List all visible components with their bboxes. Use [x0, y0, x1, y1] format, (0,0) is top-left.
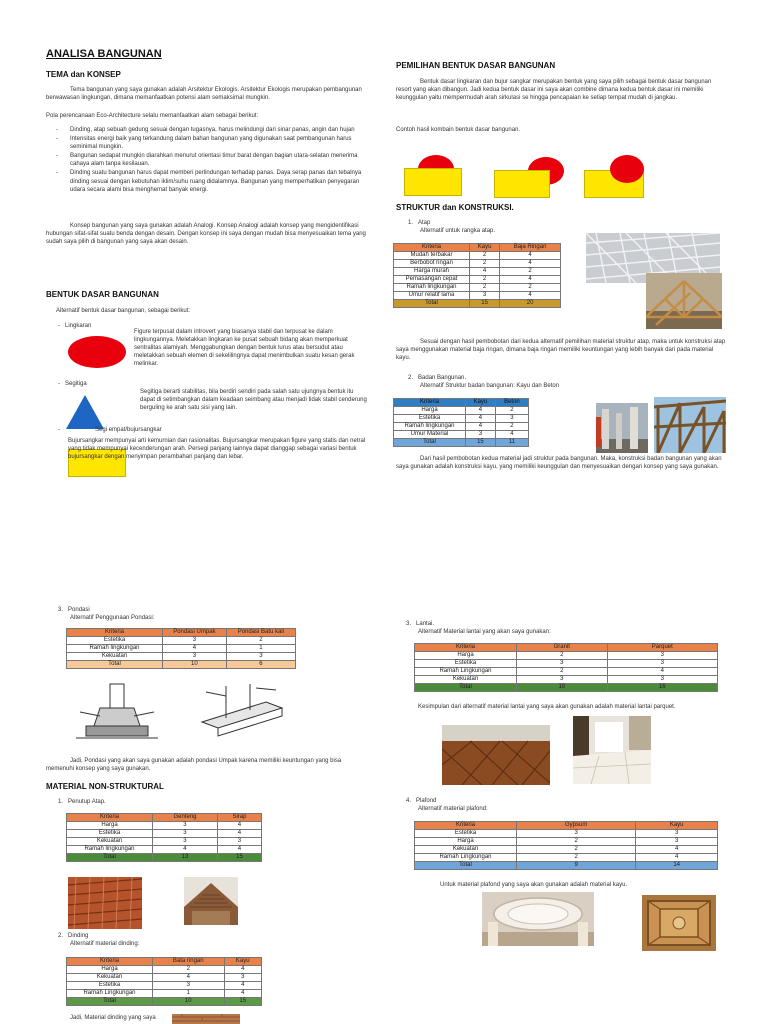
table-row	[67, 966, 262, 974]
page-title: ANALISA BANGUNAN	[46, 48, 162, 60]
segiempat-label: - Segi empat/bujursangkar	[58, 427, 162, 433]
table-cell: Harga	[67, 966, 153, 974]
table-cell: 15	[224, 998, 261, 1006]
granite-floor-photo	[573, 716, 651, 784]
table-cell: Berbobot ringan	[394, 260, 470, 268]
table-cell: 1	[153, 990, 225, 998]
wall-texture-photo	[172, 1014, 240, 1024]
table-cell: 9	[517, 862, 636, 870]
non-struktural-heading: MATERIAL NON-STRUKTURAL	[46, 782, 164, 791]
table-cell: Ramah lingkungan	[67, 846, 153, 854]
segitiga-desc: Segitiga berarti stabilitas, bila berdiri sendiri pada salah satu ujungnya bentuk itu dapat di setimbangkan dalam keadaan seimbang atau menjadi tidak stabil cenderung berguling ke arah satu sisi yang lain.	[140, 389, 367, 412]
lantai-sub: Alternatif Material lantai yang akan saya gunakan:	[418, 629, 551, 635]
table-cell: Estetika	[394, 415, 466, 423]
table-cell: 10	[163, 661, 227, 669]
table-cell: Ramah lingkungan	[67, 645, 163, 653]
table-cell: 4	[500, 260, 561, 268]
table-row	[67, 974, 262, 982]
list-item: - Dinding suatu bangunan harus dapat memberi perlindungan terhadap panas. Daya serap panas dan tebalnya dinding sesuai dengan kebutuhan iklim/suhu ruang didalamnya. Bangunan yang memperhatikan penyegaran udara secara alami bisa menghemat banyak energi.	[56, 169, 368, 193]
lingkaran-desc: Figure terpusat dalam introvert yang biasanya stabil dan terpusat ke dalam lingkungannya. Meletakkan lingkaran ke pusat sebuah bidang akan memperkuat sentralitas alamiyah. Menggabungkan dengan bentuk lurus atau bersudut atau meletakkan sebuah elemen di sekelilingnya dapat menimbulkan suatu kesan gerak melinkar.	[134, 329, 355, 368]
circle-shape	[68, 336, 126, 368]
table-row	[394, 415, 529, 423]
table-cell: 4	[217, 822, 261, 830]
umpak-foundation-drawing	[76, 682, 158, 744]
table-row	[415, 846, 718, 854]
table-cell: 4	[217, 830, 261, 838]
table-cell: 3	[163, 653, 227, 661]
table-cell: 3	[224, 974, 261, 982]
table-cell: 3	[517, 676, 608, 684]
table-header: Kriteria	[67, 958, 153, 966]
table-cell: 3	[153, 830, 218, 838]
table-cell: 4	[224, 990, 261, 998]
list-item: - Intensitas energi baik yang terkandung dalam bahan bangunan yang digunakan saat pembangunan harus seminimal mungkin.	[56, 135, 368, 151]
tema-list	[56, 126, 368, 195]
table-cell: Ramah lingkungan	[394, 423, 466, 431]
pondasi-conclusion: Jadi, Pondasi yang akan saya gunakan adalah pondasi Umpak karena memiliki keuntungan yang bisa memenuhi konsep yang saya gunakan.	[46, 758, 342, 773]
wood-frame-photo	[654, 397, 726, 453]
table-total-row	[415, 862, 718, 870]
plafond-conclusion: Untuk material plafond yang saya akan gunakan adalah material kayu.	[440, 882, 628, 888]
table-row	[67, 838, 262, 846]
table-header: Kayu	[224, 958, 261, 966]
combo-square-2	[494, 170, 550, 198]
bentuk-intro: Alternatif bentuk dasar bangunan, sebagai berikut:	[56, 308, 191, 314]
table-cell: 4	[466, 415, 496, 423]
tema-paragraph-3: Konsep bangunan yang saya gunakan adalah Analogi. Konsep Analogi adalah konsep yang mengidentifikasi hubungan sifat-sifat suatu benda dengan desain. Dengan konsep ini saya dengan mudah bisa menyesuaikan tema yang sudah saya pilih di bangunan yang saya akan desain.	[46, 223, 366, 246]
combo-circle-3	[610, 155, 644, 183]
pondasi-table	[66, 628, 296, 669]
table-row	[415, 838, 718, 846]
wood-truss-photo	[646, 273, 722, 329]
table-cell: 3	[636, 830, 718, 838]
table-cell: 13	[153, 854, 218, 862]
table-cell: 4	[153, 846, 218, 854]
table-cell: Estetika	[415, 660, 517, 668]
table-cell: 1	[226, 645, 295, 653]
table-cell: 3	[517, 660, 608, 668]
atap-sub: Alternatif untuk rangka atap.	[420, 228, 496, 234]
dinding-table	[66, 957, 262, 1006]
table-row	[67, 830, 262, 838]
table-cell: Harga	[394, 407, 466, 415]
plafond-label: 4. Plafond	[406, 798, 437, 804]
table-cell: Kekuatan	[67, 974, 153, 982]
concrete-column-photo	[596, 403, 648, 453]
table-cell: 2	[470, 276, 500, 284]
table-cell: 3	[607, 660, 717, 668]
table-header: Kayu	[636, 822, 718, 830]
table-cell: Kekuatan	[67, 838, 153, 846]
table-row	[67, 645, 296, 653]
combo-square-1	[404, 168, 462, 196]
table-row	[394, 407, 529, 415]
table-cell: 3	[517, 830, 636, 838]
table-cell: Estetika	[67, 982, 153, 990]
table-cell: Ramah Lingkungan	[415, 668, 517, 676]
table-cell: 4	[217, 846, 261, 854]
table-header: Kriteria	[67, 814, 153, 822]
table-cell: 3	[607, 652, 717, 660]
table-cell: 2	[517, 838, 636, 846]
table-cell: 10	[153, 998, 225, 1006]
pemilihan-heading: PEMILIHAN BENTUK DASAR BANGUNAN	[396, 61, 556, 70]
table-header: Kriteria	[415, 644, 517, 652]
table-total-row	[67, 661, 296, 669]
wood-ceiling-photo	[642, 895, 716, 951]
table-cell: 11	[495, 439, 528, 447]
table-cell: Estetika	[415, 830, 517, 838]
table-cell: Total	[415, 684, 517, 692]
table-cell: 4	[607, 668, 717, 676]
table-cell: 14	[636, 862, 718, 870]
table-cell: Total	[394, 300, 470, 308]
table-row	[415, 652, 718, 660]
table-cell: 3	[153, 982, 225, 990]
table-cell: Umur Material	[394, 431, 466, 439]
parquet-floor-photo	[442, 725, 550, 785]
table-row	[67, 990, 262, 998]
table-total-row	[67, 854, 262, 862]
table-header: Kayu	[470, 244, 500, 252]
table-header: Kriteria	[394, 399, 466, 407]
atap-conclusion: Sesuai dengan hasil pembobotan dari kedua alternatif pemilihan material struktur atap, maka untuk konstruksi atap saya menggunakan material baja ringan, dimana baja ringan memiliki keuntungan yang lebih banyak dari pada material kayu.	[396, 339, 726, 362]
pemilihan-example-caption: Contoh hasil kombain bentuk dasar bangunan.	[396, 127, 521, 133]
segitiga-label: - Segitiga	[58, 381, 87, 387]
badan-sub: Alternatif Struktur badan bangunan: Kayu dan Beton	[420, 383, 560, 389]
table-cell: 2	[470, 260, 500, 268]
clay-tile-roof-photo	[68, 877, 142, 929]
table-cell: 16	[607, 684, 717, 692]
atap-table	[393, 243, 561, 308]
table-cell: Total	[415, 862, 517, 870]
atap-label: 1. Atap	[408, 220, 431, 226]
table-cell: 2	[495, 423, 528, 431]
penutup-label: 1. Penutup Atap.	[58, 799, 106, 805]
table-cell: Kekuatan	[415, 676, 517, 684]
table-row	[394, 292, 561, 300]
table-cell: 4	[470, 268, 500, 276]
table-total-row	[415, 684, 718, 692]
table-cell: 2	[470, 284, 500, 292]
bentuk-heading: BENTUK DASAR BANGUNAN	[46, 290, 159, 299]
table-cell: Harga	[67, 822, 153, 830]
list-item: - Dinding, atap sebuah gedung sesuai dengan tugasnya, harus melindungi dari sinar panas, angin dan hujan	[56, 126, 368, 134]
table-cell: Estetika	[67, 830, 153, 838]
table-header: Granit	[517, 644, 608, 652]
table-cell: 2	[517, 846, 636, 854]
table-cell: 3	[217, 838, 261, 846]
table-cell: Kekuatan	[415, 846, 517, 854]
table-cell: 2	[495, 407, 528, 415]
table-cell: Ramah lingkungan	[394, 284, 470, 292]
table-cell: 2	[500, 268, 561, 276]
table-cell: 3	[470, 292, 500, 300]
table-row	[415, 830, 718, 838]
table-cell: 4	[466, 407, 496, 415]
table-row	[394, 423, 529, 431]
table-cell: Pemasangan cepat	[394, 276, 470, 284]
table-cell: 4	[495, 431, 528, 439]
table-row	[415, 676, 718, 684]
table-cell: 4	[500, 252, 561, 260]
table-cell: 4	[224, 982, 261, 990]
table-cell: 15	[217, 854, 261, 862]
dinding-label: 2. Dinding	[58, 933, 89, 939]
table-cell: 15	[466, 439, 496, 447]
table-cell: 2	[153, 966, 225, 974]
table-row	[394, 276, 561, 284]
table-cell: Total	[67, 854, 153, 862]
table-cell: 3	[607, 676, 717, 684]
table-cell: 3	[153, 822, 218, 830]
table-cell: 4	[636, 846, 718, 854]
table-cell: Total	[67, 661, 163, 669]
triangle-shape	[66, 395, 104, 429]
table-header: Pondasi Batu kali	[226, 629, 295, 637]
table-cell: 3	[226, 653, 295, 661]
table-cell: 4	[153, 974, 225, 982]
list-item: - Bangunan sedapat mungkin diarahkan menurut orientasi timur barat dengan bagian utara-selatan menerima cahaya alam tanpa kesilauan.	[56, 152, 368, 168]
table-row	[67, 653, 296, 661]
table-row	[394, 284, 561, 292]
table-cell: 4	[163, 645, 227, 653]
tema-heading: TEMA dan KONSEP	[46, 70, 121, 79]
dinding-sub: Alternatif material dinding:	[70, 941, 140, 947]
struktur-heading: STRUKTUR dan KONSTRUKSI.	[396, 203, 514, 212]
table-cell: Ramah Lingkungan	[67, 990, 153, 998]
shingle-roof-photo	[184, 877, 238, 925]
table-header: Genteng	[153, 814, 218, 822]
lingkaran-label: - Lingkaran	[58, 323, 92, 329]
table-row	[394, 260, 561, 268]
table-cell: Umur relatif lama	[394, 292, 470, 300]
table-row	[67, 637, 296, 645]
penutup-table	[66, 813, 262, 862]
table-cell: 4	[500, 276, 561, 284]
table-cell: 2	[517, 652, 608, 660]
table-header: Kriteria	[394, 244, 470, 252]
tema-paragraph-1: Tema bangunan yang saya gunakan adalah Arsitektur Ekologis. Arsitektur Ekologis merupakan pembangunan berwawasan lingkungan, dimana memanfaatkan potensi alam semaksimal mungkin.	[46, 87, 362, 102]
table-header: Baja Ringan	[500, 244, 561, 252]
table-row	[415, 854, 718, 862]
table-total-row	[394, 439, 529, 447]
table-cell: 4	[466, 423, 496, 431]
table-header: Parquet	[607, 644, 717, 652]
badan-label: 2. Badan Bangunan.	[408, 375, 467, 381]
badan-conclusion: Dari hasil pembobotan kedua material jadi struktur pada bangunan. Maka, konstruksi badan bangunan yang akan saya gunakan adalah konstruksi kayu, yang memiliki keunggulan dan menyesuaikan dengan konsep yang saya gunakan.	[396, 456, 722, 471]
table-cell: Kekuatan	[67, 653, 163, 661]
table-cell: Mudah terbakar	[394, 252, 470, 260]
plafond-table	[414, 821, 718, 870]
table-header: Sirap	[217, 814, 261, 822]
table-cell: 2	[470, 252, 500, 260]
dinding-conclusion: Jadi, Material dinding yang saya	[70, 1015, 156, 1021]
table-row	[394, 268, 561, 276]
tema-paragraph-2: Pola perencanaan Eco-Architecture selalu memanfaatkan alam sebagai berikut:	[46, 113, 259, 119]
table-header: Pondasi Umpak	[163, 629, 227, 637]
table-cell: Total	[394, 439, 466, 447]
table-header: Bata ringan	[153, 958, 225, 966]
table-cell: 4	[636, 854, 718, 862]
table-row	[394, 252, 561, 260]
table-header: Gypsum	[517, 822, 636, 830]
table-cell: 3	[636, 838, 718, 846]
table-row	[67, 982, 262, 990]
table-cell: 3	[466, 431, 496, 439]
plafond-sub: Alternatif material plafond:	[418, 806, 488, 812]
table-cell: Harga	[415, 838, 517, 846]
table-header: Beton	[495, 399, 528, 407]
table-cell: 4	[500, 292, 561, 300]
table-row	[67, 822, 262, 830]
table-cell: 6	[226, 661, 295, 669]
lantai-table	[414, 643, 718, 692]
lantai-conclusion: Kesimpulan dari alternatif material lantai yang saya akan gunakan adalah material lantai parquet.	[418, 704, 676, 710]
table-cell: 2	[517, 668, 608, 676]
table-header: Kayu	[466, 399, 496, 407]
table-total-row	[394, 300, 561, 308]
table-cell: Harga	[415, 652, 517, 660]
table-cell: 20	[500, 300, 561, 308]
table-header: Kriteria	[67, 629, 163, 637]
table-total-row	[67, 998, 262, 1006]
table-row	[394, 431, 529, 439]
table-cell: 2	[517, 854, 636, 862]
badan-table	[393, 398, 529, 447]
table-cell: Estetika	[67, 637, 163, 645]
table-header: Kriteria	[415, 822, 517, 830]
gypsum-ceiling-photo	[482, 892, 594, 946]
table-cell: 3	[495, 415, 528, 423]
table-cell: 2	[500, 284, 561, 292]
table-cell: Total	[67, 998, 153, 1006]
table-cell: 3	[153, 838, 218, 846]
pondasi-sub: Alternatif Penggunaan Pondasi:	[70, 615, 155, 621]
lantai-label: 3. Lantai.	[406, 621, 435, 627]
table-row	[67, 846, 262, 854]
segiempat-desc: Bujursangkar mempunyai arti kemurnian dan rasionalitas. Bujursangkar merupakan figure yang statis dan netral yang tidak mempunyai kecenderungan arah. Persegi panjang lainnya dapat dianggap sebagai variasi bentuk bujursangkar dengan menyimpan perambahan panjang dan lebar.	[68, 438, 366, 461]
table-cell: 10	[517, 684, 608, 692]
table-row	[415, 668, 718, 676]
table-row	[415, 660, 718, 668]
table-cell: 15	[470, 300, 500, 308]
table-cell: Harga murah	[394, 268, 470, 276]
batu-kali-foundation-drawing	[196, 682, 288, 740]
table-cell: Ramah Lingkungan	[415, 854, 517, 862]
table-cell: 3	[163, 637, 227, 645]
table-cell: 4	[224, 966, 261, 974]
table-cell: 2	[226, 637, 295, 645]
pondasi-label: 3. Pondasi	[58, 607, 90, 613]
pemilihan-paragraph: Bentuk dasar lingkaran dan bujur sangkar merupakan bentuk yang saya pilih sebagai bentuk dasar bangunan resort yang akan dibangun. Jadi kedua bentuk dasar ini saya akan combine dimana kedua bentuk dasar ini memiliki keunggulan yaitu mempermudah arah sirkulasi se hingga pencapaian ke setiap tempat mudah di jangkau.	[396, 79, 712, 102]
